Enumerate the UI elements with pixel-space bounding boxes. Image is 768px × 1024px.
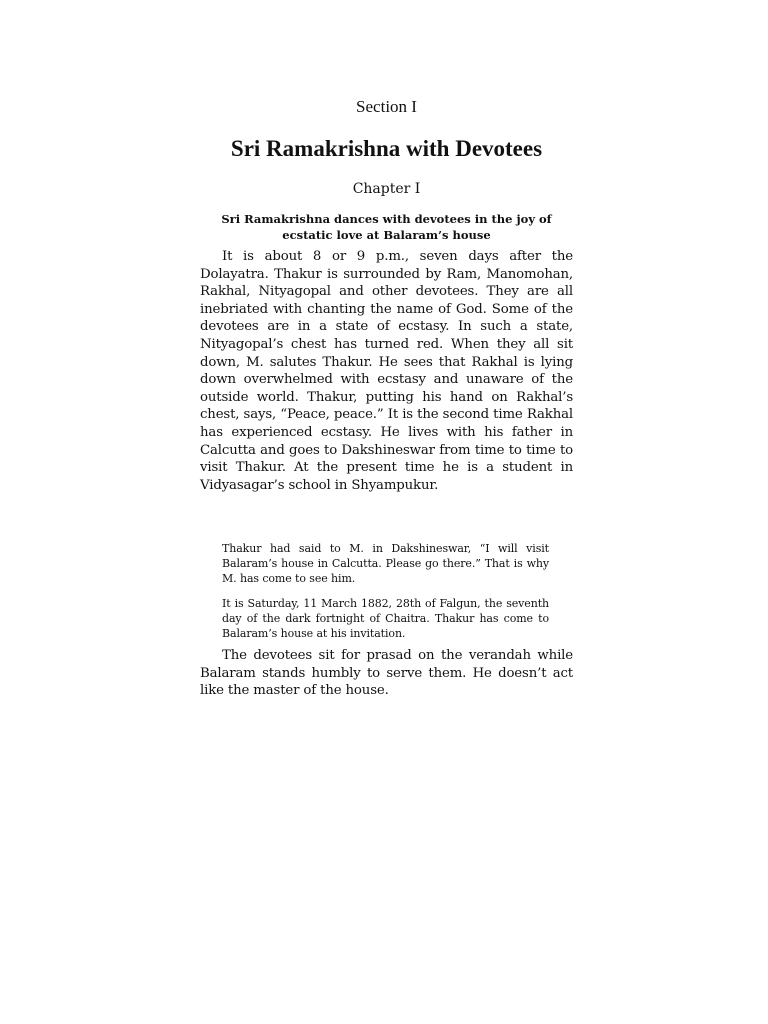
chapter-subtitle: Sri Ramakrishna dances with devotees in the joy of ecstatic love at Balaram’s house xyxy=(221,212,552,242)
footnote-1: Thakur had said to M. in Dakshineswar, “I will visit Balaram’s house in Calcutta. Please go there.” That is why M. has come to see him. xyxy=(222,542,549,585)
chapter-label: Chapter I xyxy=(352,181,421,197)
footnote-2: It is Saturday, 11 March 1882, 28th of Falgun, the seventh day of the dark fortnight of Chaitra. Thakur has come to Balaram’s house at his invitation. xyxy=(222,597,549,640)
page-title: Sri Ramakrishna with Devotees xyxy=(230,136,543,161)
body-paragraph-1: It is about 8 or 9 p.m., seven days after the Dolayatra. Thakur is surrounded by Ram, Manomohan, Rakhal, Nityagopal and other devotees. They are all inebriated with chanting the name of God. Some of the devotees are in a state of ecstasy. In such a state, Nityagopal’s chest has turned red. When they all sit down, M. salutes Thakur. He sees that Rakhal is lying down overwhelmed with ecstasy and unaware of the outside world. Thakur, putting his hand on Rakhal’s chest, says, “Peace, peace.” It is the second time Rakhal has experienced ecstasy. He lives with his father in Calcutta and goes to Dakshineswar from time to time to visit Thakur. At the present time he is a student in Vidyasagar’s school in Shyampukur. xyxy=(200,249,573,493)
body-paragraph-2: The devotees sit for prasad on the verandah while Balaram stands humbly to serve them. He doesn’t act like the master of the house. xyxy=(200,648,573,699)
section-label: Section I xyxy=(356,97,417,116)
